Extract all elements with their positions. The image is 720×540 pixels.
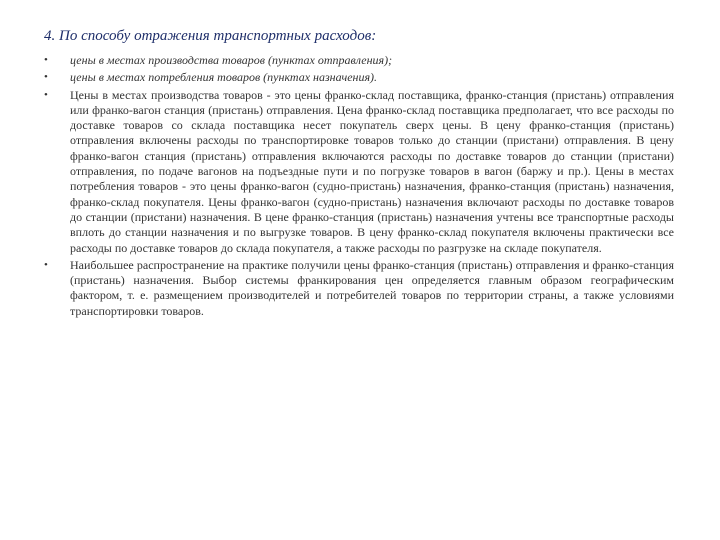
bullet-item [44,258,674,319]
bullet-item [44,88,674,256]
bullet-marker: • [44,54,48,66]
bullet-text: цены в местах производства товаров (пунктах отправления); [70,53,393,67]
slide-heading: 4. По способу отражения транспортных расходов: [44,28,377,44]
bullet-item [44,70,674,85]
bullet-marker: • [44,88,48,101]
bullet-item [44,53,674,68]
bullet-text: цены в местах потребления товаров (пунктах назначения). [70,70,378,85]
bullet-marker: • [44,258,48,271]
bullet-list [44,53,674,319]
bullet-text: Наибольшее распространение на практике получили цены франко-станция (пристань) отправления и франко-станция (пристань) назначения. Выбор системы франкирования цен определяется главным образом географическим фактором, т. е. размещением производителей и потребителей товаров по территории страны, а также условиями транспортировки товаров. [70,257,674,318]
bullet-marker: • [44,71,48,84]
bullet-text: Цены в местах производства товаров - это цены франко-склад поставщика, франко-станция (пристань) отправления или франко-вагон станция (пристань) отправления. Цена франко-склад поставщика предполагает, что все расходы по доставке товаров со склада поставщика несет покупатель сверх цены. В цену франко-станция (пристань) отправления включены расходы по транспортировке товаров только до станции (пристани) отправления. В цену франко-вагон станция (пристань) отправления включаются расходы по доставке товаров до станции (пристани) отправления, по подаче вагонов на подъездные пути и по погрузке товаров в вагон (баржу и пр.). Цены в местах потребления товаров - это цены франко-вагон (судно-пристань) назначения, франко-станция (пристань) назначения, франко-склад покупателя. Цены франко-вагон (судно-пристань) назначения включают расходы по доставке товаров до станции (пристани) назначения. В цене франко-станция (пристань) назначения учтены все транспортные расходы вплоть до станции назначения и по выгрузке товаров. В цену франко-склад покупателя включены практически все расходы по доставке товаров до склада покупателя, а также расходы по разгрузке на складе покупателя. [70,87,674,255]
